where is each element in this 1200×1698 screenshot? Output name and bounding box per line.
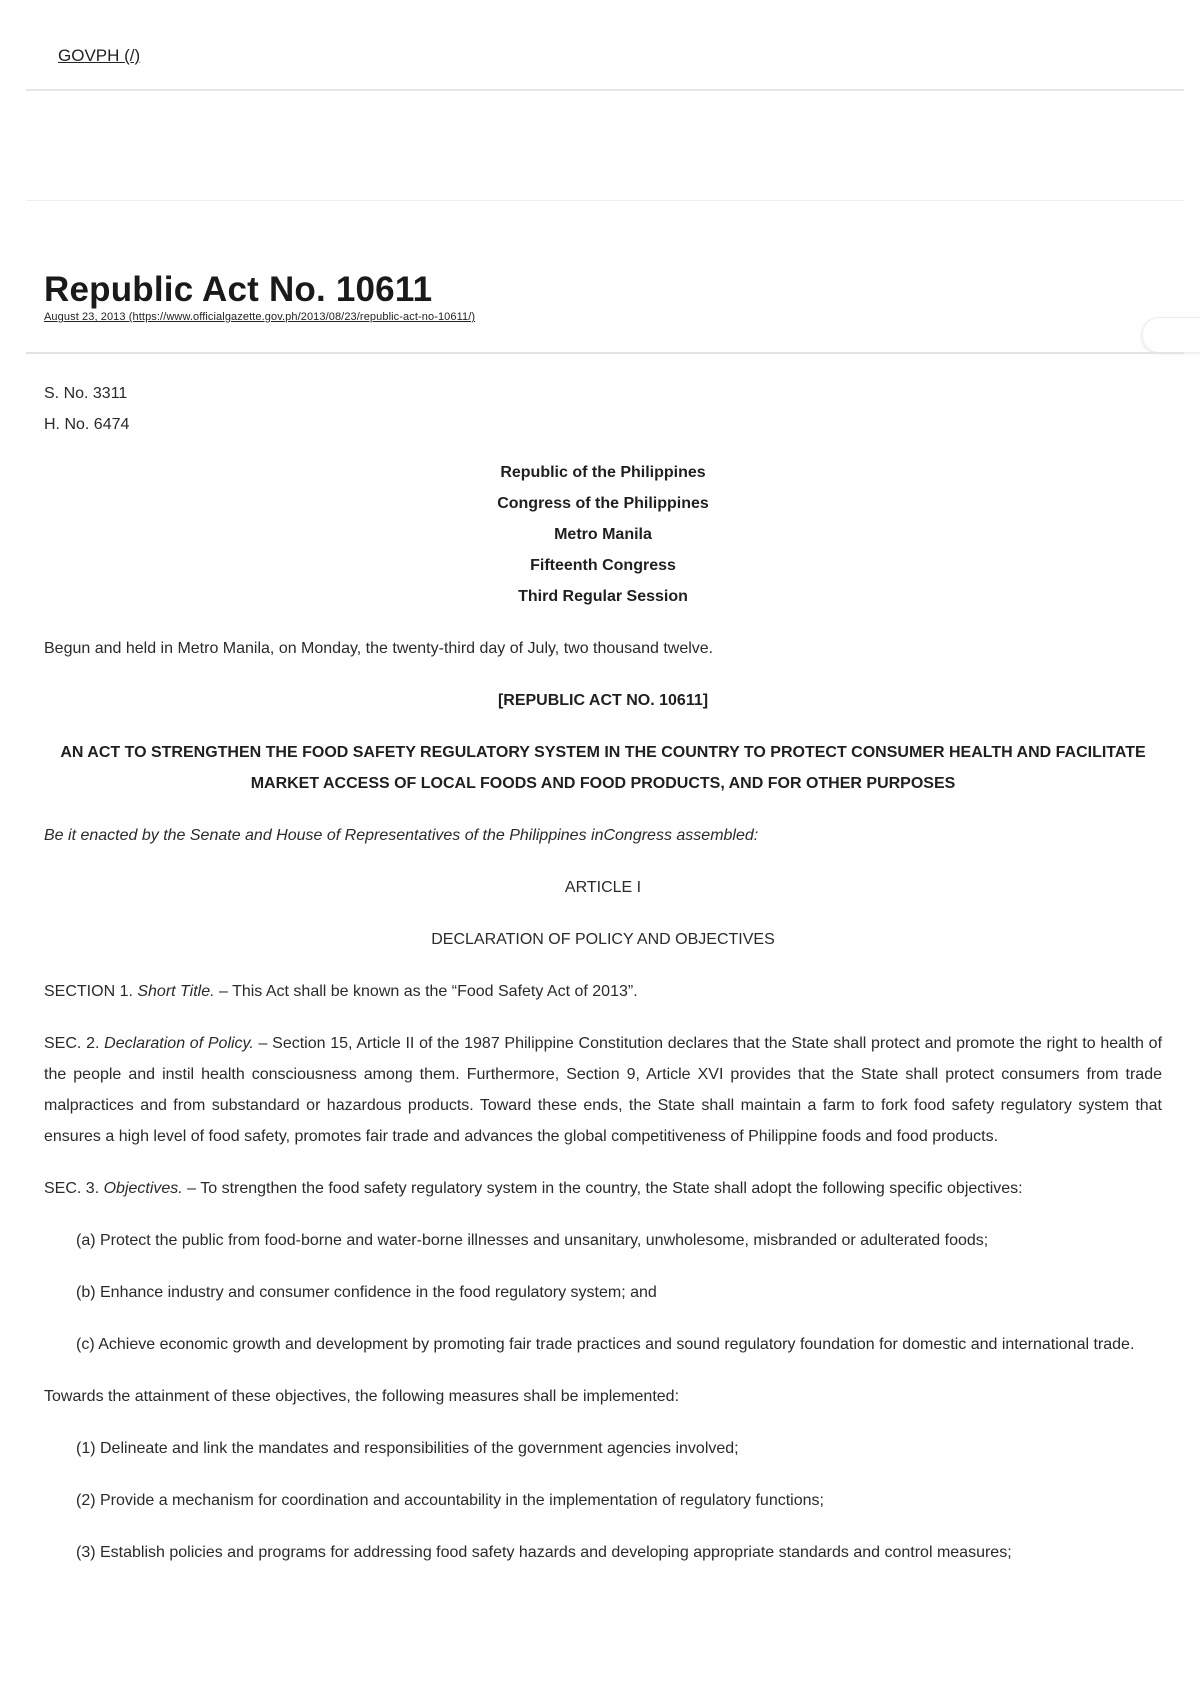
section-title: Declaration of Policy. xyxy=(104,1035,254,1052)
section-prefix: SECTION 1. xyxy=(44,983,133,1000)
objective-item: (c) Achieve economic growth and development by promoting fair trade practices and sound regulatory foundation for domestic and international trade. xyxy=(76,1336,1135,1353)
article-label: ARTICLE I xyxy=(564,879,642,896)
section-title: Short Title. xyxy=(137,983,215,1000)
objective-item: (b) Enhance industry and consumer confidence in the food regulatory system; and xyxy=(76,1284,657,1301)
house-bill-number: H. No. 6474 xyxy=(44,416,130,433)
govph-home-link[interactable]: GOVPH (/) xyxy=(58,46,141,65)
heading-line: Third Regular Session xyxy=(518,588,688,605)
header-divider xyxy=(26,352,1184,354)
article-heading: DECLARATION OF POLICY AND OBJECTIVES xyxy=(431,931,775,948)
share-tab-button[interactable] xyxy=(1142,317,1200,353)
section-prefix: SEC. 2. xyxy=(44,1035,100,1052)
measures-intro: Towards the attainment of these objectives, the following measures shall be implemented: xyxy=(44,1388,680,1405)
section-text: – This Act shall be known as the “Food Safety Act of 2013”. xyxy=(214,983,638,1000)
section-title: Objectives. xyxy=(103,1180,183,1197)
heading-line: Republic of the Philippines xyxy=(500,464,706,481)
section-text: – Section 15, Article II of the 1987 Philippine Constitution declares that the State shall protect and promote the right to health of the people and instil health consciousness among them. Furthermore, Section 9, Article XVI provides that the State shall protect consumers from trade malpractices and from substandard or hazardous products. Toward these ends, the State shall maintain a farm to fork food safety regulatory system that ensures a high level of food safety, promotes fair trade and advances the global competitiveness of Philippine foods and food products. xyxy=(44,1035,1163,1145)
enacting-clause: Be it enacted by the Senate and House of Representatives of the Philippines inCongress assembled: xyxy=(44,827,759,844)
section-text: – To strengthen the food safety regulatory system in the country, the State shall adopt the following specific objectives: xyxy=(182,1180,1023,1197)
section-1 xyxy=(44,976,1162,1007)
section-prefix: SEC. 3. xyxy=(44,1180,100,1197)
act-number: [REPUBLIC ACT NO. 10611] xyxy=(497,692,709,709)
article-body xyxy=(44,378,1162,1568)
begun-statement: Begun and held in Metro Manila, on Monday, the twenty-third day of July, two thousand twelve. xyxy=(44,640,714,657)
section-3 xyxy=(44,1173,1162,1204)
heading-line: Metro Manila xyxy=(554,526,652,543)
banner-divider xyxy=(26,200,1184,201)
section-2 xyxy=(44,1028,1162,1152)
heading-line: Fifteenth Congress xyxy=(530,557,676,574)
page-title: Republic Act No. 10611 xyxy=(44,270,433,309)
measure-item: (2) Provide a mechanism for coordination and accountability in the implementation of regulatory functions; xyxy=(76,1492,824,1509)
measure-item: (1) Delineate and link the mandates and responsibilities of the government agencies involved; xyxy=(76,1440,739,1457)
article-date-link[interactable]: August 23, 2013 (https://www.officialgazette.gov.ph/2013/08/23/republic-act-no-10611/) xyxy=(44,311,476,323)
top-navigation-bar xyxy=(26,0,1184,91)
congress-heading xyxy=(44,457,1162,612)
article-header xyxy=(44,270,475,323)
measure-item: (3) Establish policies and programs for addressing food safety hazards and developing appropriate standards and control measures; xyxy=(76,1544,1012,1561)
act-title: AN ACT TO STRENGTHEN THE FOOD SAFETY REGULATORY SYSTEM IN THE COUNTRY TO PROTECT CONSUMER HEALTH AND FACILITATE MARKET ACCESS OF LOCAL FOODS AND FOOD PRODUCTS, AND FOR OTHER PURPOSES xyxy=(60,744,1146,792)
senate-bill-number: S. No. 3311 xyxy=(44,385,128,402)
heading-line: Congress of the Philippines xyxy=(497,495,709,512)
objective-item: (a) Protect the public from food-borne and water-borne illnesses and unsanitary, unwholesome, misbranded or adulterated foods; xyxy=(76,1232,989,1249)
